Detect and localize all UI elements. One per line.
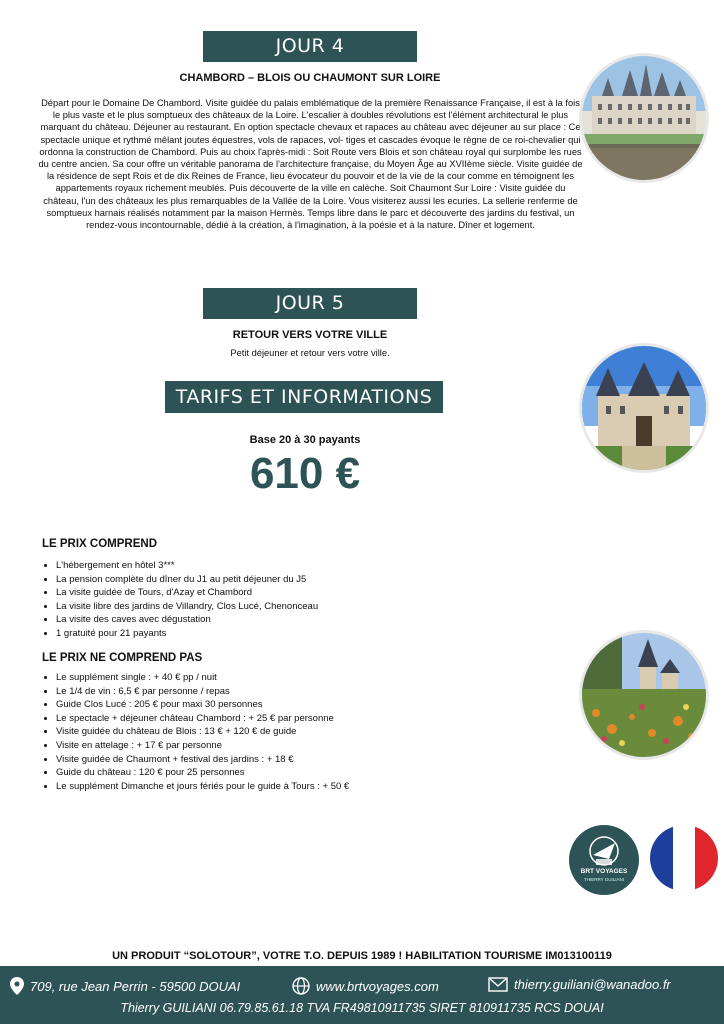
footer-email[interactable] [488, 977, 671, 992]
list-item: • Le supplément single : + 40 € pp / nuit [56, 671, 349, 685]
logo-name: BRT VOYAGES [580, 868, 628, 875]
list-item: • Le supplément Dimanche et jours fériés pour le guide à Tours : + 50 € [56, 780, 349, 794]
list-item: • L'hébergement en hôtel 3*** [56, 559, 318, 573]
list-item: • Le 1/4 de vin : 6,5 € par personne / repas [56, 685, 349, 699]
day5-description: Petit déjeuner et retour vers votre ville. [230, 348, 390, 358]
map-pin-icon [10, 977, 24, 995]
list-item: • La pension complète du dîner du J1 au petit déjeuner du J5 [56, 573, 318, 587]
list-item: • Guide Clos Lucé : 205 € pour maxi 30 personnes [56, 698, 349, 712]
list-item: • Le spectacle + déjeuner château Chambord : + 25 € par personne [56, 712, 349, 726]
day4-banner: JOUR 4 [203, 31, 417, 62]
footer-website[interactable] [292, 977, 439, 995]
price-value: 610 € [249, 449, 361, 498]
excluded-list [42, 671, 349, 793]
day4-title: CHAMBORD – BLOIS OU CHAUMONT SUR LOIRE [179, 72, 441, 84]
included-heading: LE PRIX COMPREND [42, 538, 158, 550]
footer [0, 966, 724, 1024]
list-item: • La visite libre des jardins de Villandry, Clos Lucé, Chenonceau [56, 600, 318, 614]
included-list [42, 559, 318, 641]
chambord-photo [579, 53, 709, 183]
list-item: • Visite en attelage : + 17 € par personne [56, 739, 349, 753]
list-item: • Visite guidée du château de Blois : 13 € + 120 € de guide [56, 725, 349, 739]
globe-icon [292, 977, 310, 995]
garden-photo [579, 630, 709, 760]
chaumont-castle-photo [579, 343, 709, 473]
list-item: • La visite guidée de Tours, d'Azay et Chambord [56, 586, 318, 600]
brt-voyages-logo [569, 825, 639, 895]
excluded-heading: LE PRIX NE COMPREND PAS [42, 652, 203, 664]
website-link[interactable]: www.brtvoyages.com [316, 978, 439, 994]
email-link[interactable]: thierry.guiliani@wanadoo.fr [514, 977, 671, 992]
france-flag-icon [650, 825, 718, 891]
list-item: • La visite des caves avec dégustation [56, 613, 318, 627]
footer-address [10, 977, 240, 995]
list-item: • 1 gratuité pour 21 payants [56, 627, 318, 641]
list-item: • Visite guidée de Chaumont + festival des jardins : + 18 € [56, 753, 349, 767]
list-item: • Guide du château : 120 € pour 25 personnes [56, 766, 349, 780]
envelope-icon [488, 977, 508, 992]
pricing-banner: TARIFS ET INFORMATIONS [165, 381, 443, 413]
address-text: 709, rue Jean Perrin - 59500 DOUAI [30, 978, 241, 994]
logo-emblem-icon [569, 825, 639, 895]
day4-description: Départ pour le Domaine De Chambord. Visite guidée du palais emblématique de la première Renaissance Française, il est à la fois le plus vaste et le plus somptueux des châteaux de la Loire. L'escalier à doubles révolutions est l'élément architectural le plus marquant du château. Déjeuner au restaurant. En option spectacle chevaux et rapaces au château avec déjeuner au sur place : Ce spectacle unique et rythmé mêlant joutes équestres, vols de rapaces, vol- tiges et cascades évoque le règne de ce roi-chevalier qui ordonna la construction de Chambord. Puis au choix l'après-midi : Soit Route vers Blois et son château royal qui surplombe les rues du centre ancien. Sa cour offre un véritable panorama de l'architecture française, du Moyen Âge au XVIIème siècle. Visite guidée de la résidence de sept Rois et de dix Reines de France, lieu évocateur du pouvoir et de la vie de la cour comme en témoignent les appartements royaux richement meublés. Puis découverte de la ville en calèche. Soit Chaumont Sur Loire : Visite guidée du château, l'un des châteaux les plus remarquables de la Vallée de la Loire. Vous visiterez aussi les ecuries. La sellerie renferme de somptueux harnais réalisés notamment par la maison Hermès. Temps libre dans le parc et découverte des jardins du festival, un rendez-vous incontournable, dédié à la création, à l'imagination, à la poésie et à la nature. Dîner et logement. [38, 98, 583, 231]
product-line: UN PRODUIT “SOLOTOUR”, VOTRE T.O. DEPUIS 1989 ! HABILITATION TOURISME IM013100119 [112, 950, 612, 962]
footer-legal: Thierry GUILIANI 06.79.85.61.18 TVA FR49810911735 SIRET 810911735 RCS DOUAI [120, 1001, 604, 1015]
pricing-base: Base 20 à 30 payants [249, 434, 361, 446]
day5-title: RETOUR VERS VOTRE VILLE [232, 329, 388, 341]
day5-banner: JOUR 5 [203, 288, 417, 319]
logo-subtitle: THIERRY GUILIANI [583, 877, 625, 882]
